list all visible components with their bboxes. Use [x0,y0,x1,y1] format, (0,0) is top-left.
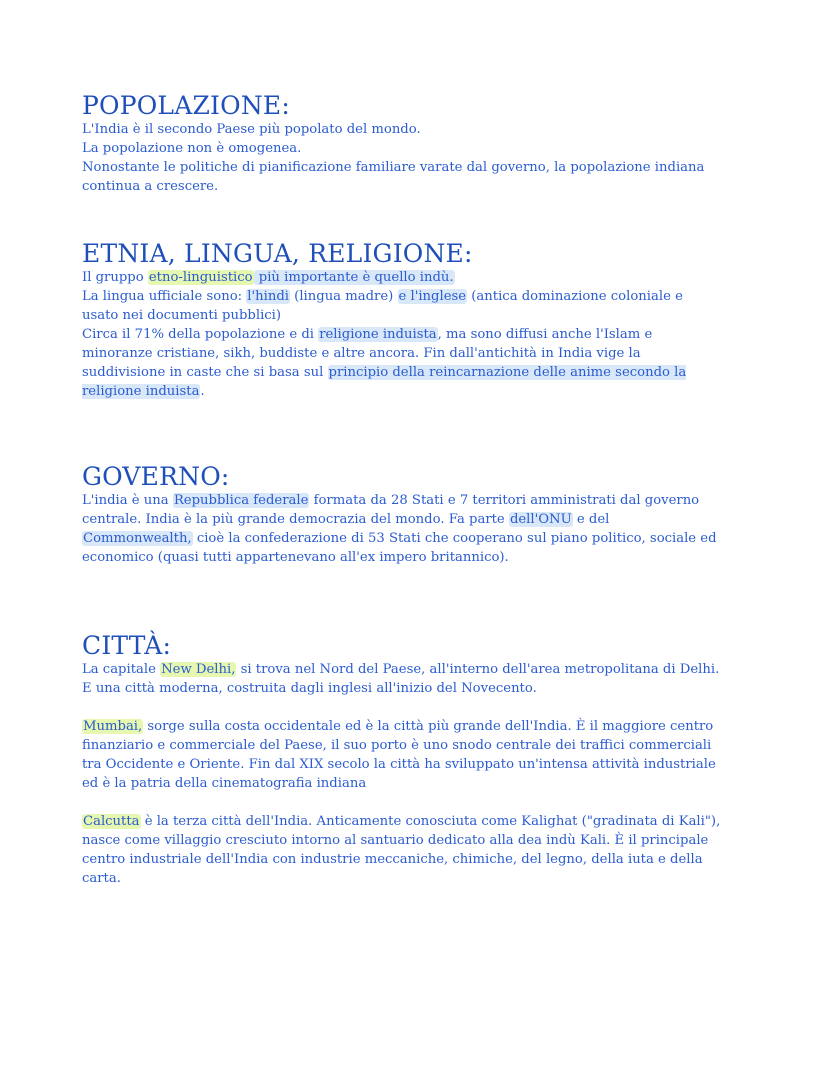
highlight-mumbai: Mumbai, [83,719,143,734]
etnia-text: . [200,384,205,399]
etnia-text: , ma sono diffusi anche l'Islam e minoranze cristiane, sikh, buddiste e altre ancora. Fin dall'antichità in India vige la suddivisione in caste che si basa sul [82,327,653,380]
paragraph-popolazione [82,120,722,196]
highlight-onu: dell'ONU [509,512,572,527]
heading-etnia: ETNIA, LINGUA, RELIGIONE: [82,239,473,268]
highlight-etnolinguistico: etno-linguistico [148,270,253,285]
paragraph-calcutta [82,812,722,888]
heading-popolazione: POPOLAZIONE: [82,91,290,120]
highlight-hindi: l'hindi [247,289,289,304]
paragraph-etnia [82,268,722,401]
heading-governo: GOVERNO: [82,462,230,491]
citta-text: si trova nel Nord del Paese, all'interno dell'area metropolitana di Delhi. E una città moderna, costruita dagli inglesi all'inizio del Novecento. [82,662,720,696]
paragraph-mumbai [82,717,722,793]
highlight-calcutta: Calcutta [83,814,140,829]
section-popolazione [82,92,722,196]
section-governo [82,463,722,567]
highlight-religione: religione induista [319,327,437,342]
etnia-text: (antica dominazione coloniale e usato nei documenti pubblici) [82,289,683,323]
governo-text: e del [572,512,610,527]
heading-citta: CITTÀ: [82,631,172,660]
section-citta [82,632,722,888]
highlight-reincarnazione: principio della reincarnazione delle anime secondo la religione induista [82,365,687,399]
paragraph-governo [82,491,722,567]
governo-text: L'india è una [82,493,173,508]
etnia-text: (lingua madre) [289,289,398,304]
paragraph-spacer [82,793,722,812]
paragraph-spacer [82,698,722,717]
popolazione-line2: La popolazione non è omogenea. [82,141,302,156]
citta-text: è la terza città dell'India. Anticamente conosciuta come Kalighat ("gradinata di Kali"), nasce come villaggio cresciuto intorno al santuario dedicato alla dea indù Kali. È il principale centro industriale dell'India con industrie meccaniche, chimiche, del legno, della iuta e della carta. [82,814,721,886]
popolazione-line3: Nonostante le politiche di pianificazione familiare varate dal governo, la popolazione indiana continua a crescere. [82,160,705,194]
citta-text: sorge sulla costa occidentale ed è la città più grande dell'India. È il maggiore centro finanziario e commerciale del Paese, il suo porto è uno snodo centrale dei traffici commerciali tra Occidente e Oriente. Fin dal XIX secolo la città ha sviluppato un'intensa attività industriale ed è la patria della cinematografia indiana [82,719,716,791]
governo-text: cioè la confederazione di 53 Stati che cooperano sul piano politico, sociale ed economico (quasi tutti appartenevano all'ex impero britannico). [82,531,717,565]
paragraph-delhi [82,660,722,698]
highlight-indu: più importante è quello indù. [254,270,454,285]
etnia-text: La lingua ufficiale sono: [82,289,247,304]
section-etnia [82,240,722,401]
highlight-commonwealth: Commonwealth, [83,531,192,546]
citta-text: La capitale [82,662,161,677]
governo-text: formata da 28 Stati e 7 territori amministrati dal governo centrale. India è la più grande democrazia del mondo. Fa parte [82,493,700,527]
etnia-text: Il gruppo [82,270,148,285]
highlight-inglese: e l'inglese [398,289,467,304]
popolazione-line1: L'India è il secondo Paese più popolato del mondo. [82,122,421,137]
etnia-text: Circa il 71% della popolazione e di [82,327,319,342]
highlight-repubblica: Repubblica federale [173,493,309,508]
highlight-new-delhi: New Delhi, [161,662,236,677]
